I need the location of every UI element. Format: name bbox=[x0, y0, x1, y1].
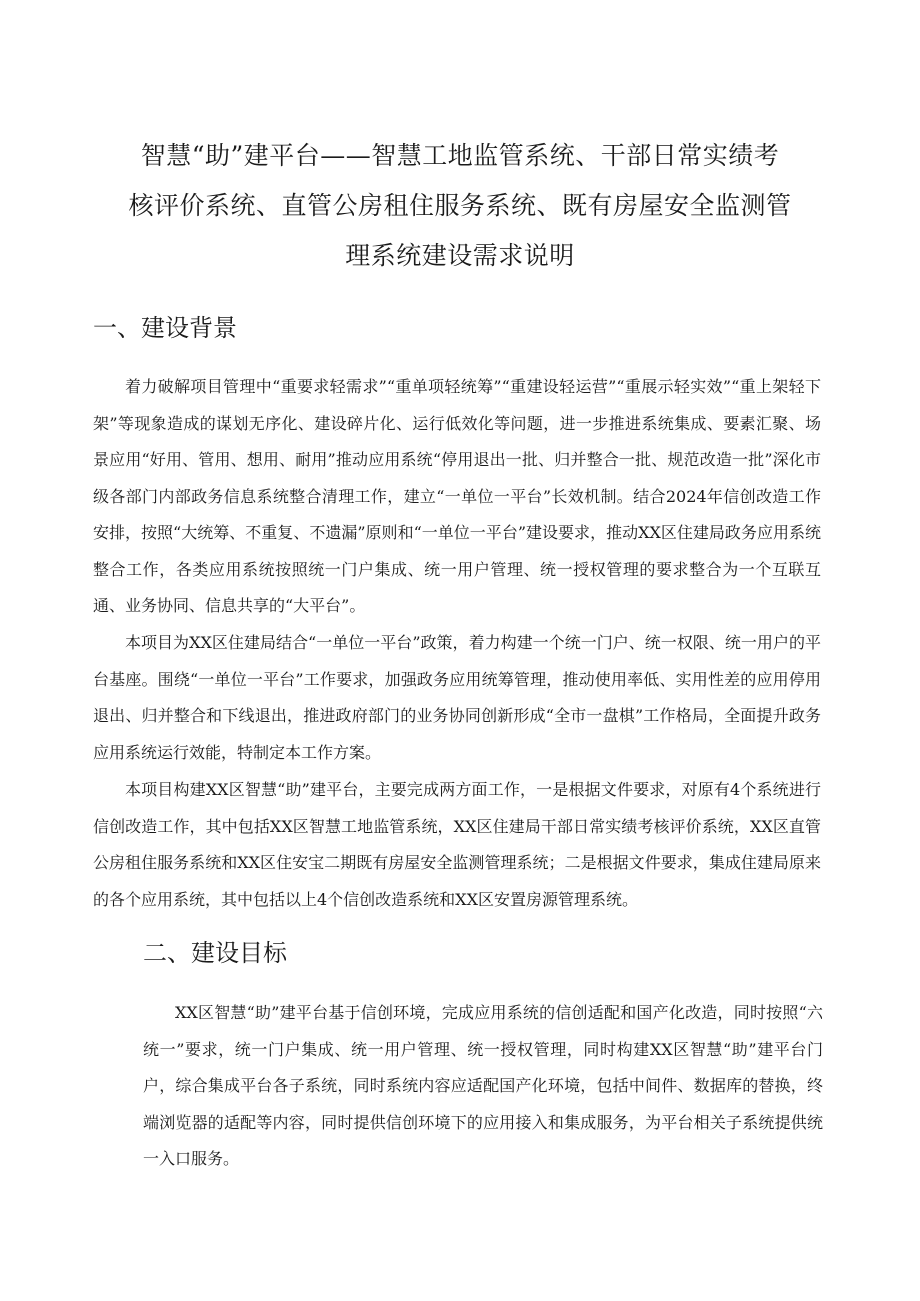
goals-paragraph-1: XX区智慧“助”建平台基于信创环境，完成应用系统的信创适配和国产化改造，同时按照“六统一”要求，统一门户集成、统一用户管理、统一授权管理，同时构建XX区智慧“助”建平台门户，综合集成平台各子系统，同时系统内容应适配国产化环境，包括中间件、数据库的替换，终端浏览器的适配等内容，同时提供信创环境下的应用接入和集成服务，为平台相关子系统提供统一入口服务。 bbox=[143, 1003, 823, 1168]
background-paragraph-2: 本项目为XX区住建局结合“一单位一平台”政策，着力构建一个统一门户、统一权限、统一用户的平台基座。围绕“一单位一平台”工作要求，加强政务应用统筹管理，推动使用率低、实用性差的应用停用退出、归并整合和下线退出，推进政府部门的业务协同创新形成“全市一盘棋”工作格局，全面提升政务应用系统运行效能，特制定本工作方案。 bbox=[93, 633, 821, 762]
title-line-3: 理系统建设需求说明 bbox=[345, 241, 575, 270]
title-line-2: 核评价系统、直管公房租住服务系统、既有房屋安全监测管 bbox=[128, 191, 792, 220]
title-line-1: 智慧“助”建平台——智慧工地监管系统、干部日常实绩考 bbox=[140, 141, 780, 170]
section-heading-goals: 二、建设目标 bbox=[143, 939, 287, 967]
section-heading-background: 一、建设背景 bbox=[93, 314, 237, 342]
background-paragraph-1: 着力破解项目管理中“重要求轻需求”“重单项轻统筹”“重建设轻运营”“重展示轻实效”“重上架轻下架”等现象造成的谋划无序化、建设碎片化、运行低效化等问题，进一步推进系统集成、要素汇聚、场景应用“好用、管用、想用、耐用”推动应用系统“停用退出一批、归并整合一批、规范改造一批”深化市级各部门内部政务信息系统整合清理工作，建立“一单位一平台”长效机制。结合2024年信创改造工作安排，按照“大统筹、不重复、不遗漏”原则和“一单位一平台”建设要求，推动XX区住建局政务应用系统整合工作，各类应用系统按照统一门户集成、统一用户管理、统一授权管理的要求整合为一个互联互通、业务协同、信息共享的“大平台”。 bbox=[93, 377, 821, 615]
document-title bbox=[120, 131, 800, 281]
background-paragraph-3: 本项目构建XX区智慧“助”建平台，主要完成两方面工作，一是根据文件要求，对原有4个系统进行信创改造工作，其中包括XX区智慧工地监管系统，XX区住建局干部日常实绩考核评价系统，XX区直管公房租住服务系统和XX区住安宝二期既有房屋安全监测管理系统；二是根据文件要求，集成住建局原来的各个应用系统，其中包括以上4个信创改造系统和XX区安置房源管理系统。 bbox=[93, 780, 821, 909]
